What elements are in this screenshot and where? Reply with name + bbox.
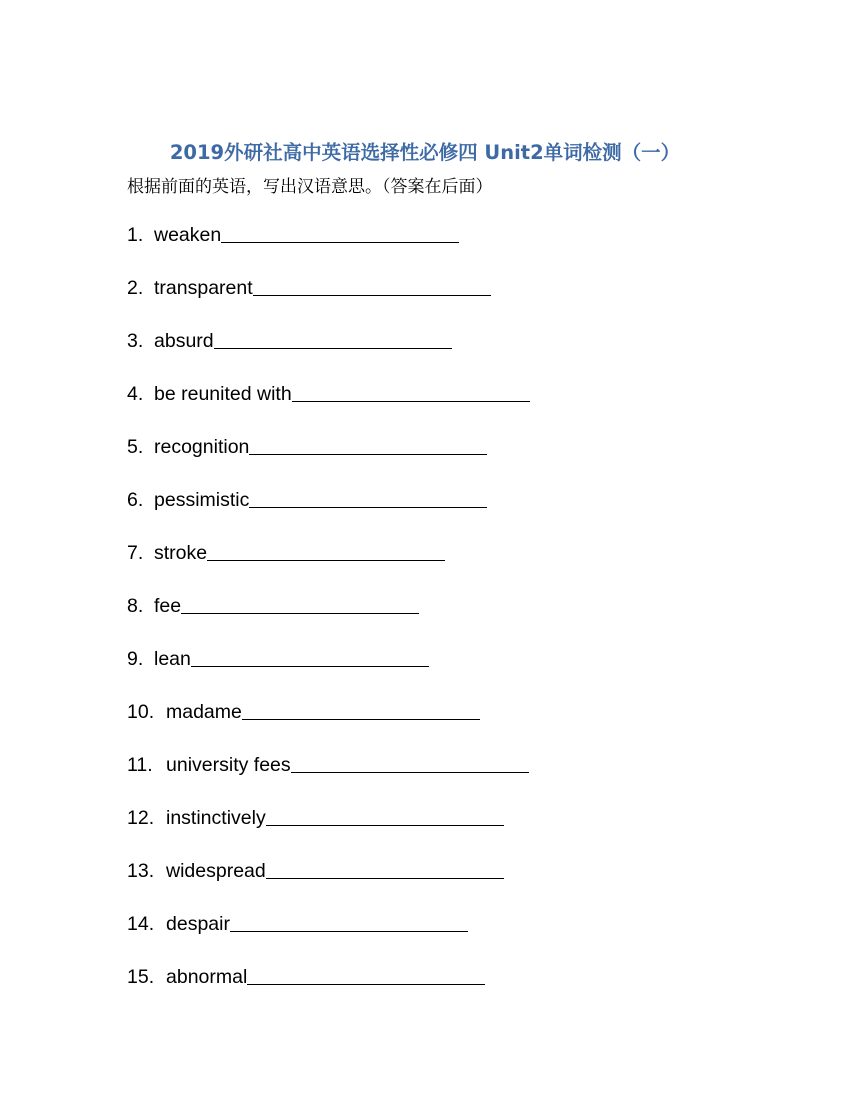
vocabulary-item [127,646,530,699]
item-word: pessimistic [154,489,250,511]
item-word: recognition [154,436,250,458]
vocabulary-item [127,593,530,646]
answer-blank[interactable] [249,434,487,455]
item-number: 8. [127,595,144,617]
vocabulary-item [127,699,530,752]
item-number: 2. [127,277,144,299]
item-number: 9. [127,648,144,670]
item-word: abnormal [166,966,248,988]
item-number: 3. [127,330,144,352]
item-number: 10. [127,701,155,723]
item-word: instinctively [166,807,266,829]
answer-blank[interactable] [253,275,491,296]
item-number: 1. [127,224,144,246]
item-word: fee [154,595,182,617]
answer-blank[interactable] [221,222,459,243]
item-word: absurd [154,330,214,352]
answer-blank[interactable] [247,964,485,985]
document-title: 2019外研社高中英语选择性必修四 Unit2单词检测（一） [169,141,681,164]
item-number: 6. [127,489,144,511]
item-number: 15. [127,966,155,988]
answer-blank[interactable] [292,381,530,402]
vocabulary-item [127,381,530,434]
item-number: 13. [127,860,155,882]
item-word: lean [154,648,191,670]
answer-blank[interactable] [242,699,480,720]
answer-blank[interactable] [249,487,487,508]
item-word: madame [166,701,242,723]
item-word: be reunited with [154,383,292,405]
answer-blank[interactable] [266,858,504,879]
vocabulary-item [127,805,530,858]
item-number: 7. [127,542,144,564]
item-word: university fees [166,754,291,776]
item-word: stroke [154,542,208,564]
vocabulary-item [127,275,530,328]
item-number: 4. [127,383,144,405]
item-word: weaken [154,224,222,246]
answer-blank[interactable] [207,540,445,561]
vocabulary-item [127,540,530,593]
item-word: transparent [154,277,253,299]
instruction-text: 根据前面的英语，写出汉语意思。（答案在后面） [127,177,493,197]
answer-blank[interactable] [291,752,529,773]
item-number: 11. [127,754,153,776]
answer-blank[interactable] [191,646,429,667]
answer-blank[interactable] [266,805,504,826]
vocabulary-item [127,487,530,540]
answer-blank[interactable] [181,593,419,614]
vocabulary-item [127,222,530,275]
item-word: widespread [166,860,266,882]
vocabulary-item [127,752,530,805]
vocabulary-list [127,222,530,1017]
item-number: 14. [127,913,155,935]
answer-blank[interactable] [230,911,468,932]
vocabulary-item [127,328,530,381]
vocabulary-item [127,964,530,1017]
vocabulary-item [127,911,530,964]
vocabulary-item [127,434,530,487]
vocabulary-item [127,858,530,911]
answer-blank[interactable] [214,328,452,349]
item-word: despair [166,913,230,935]
item-number: 12. [127,807,155,829]
item-number: 5. [127,436,144,458]
